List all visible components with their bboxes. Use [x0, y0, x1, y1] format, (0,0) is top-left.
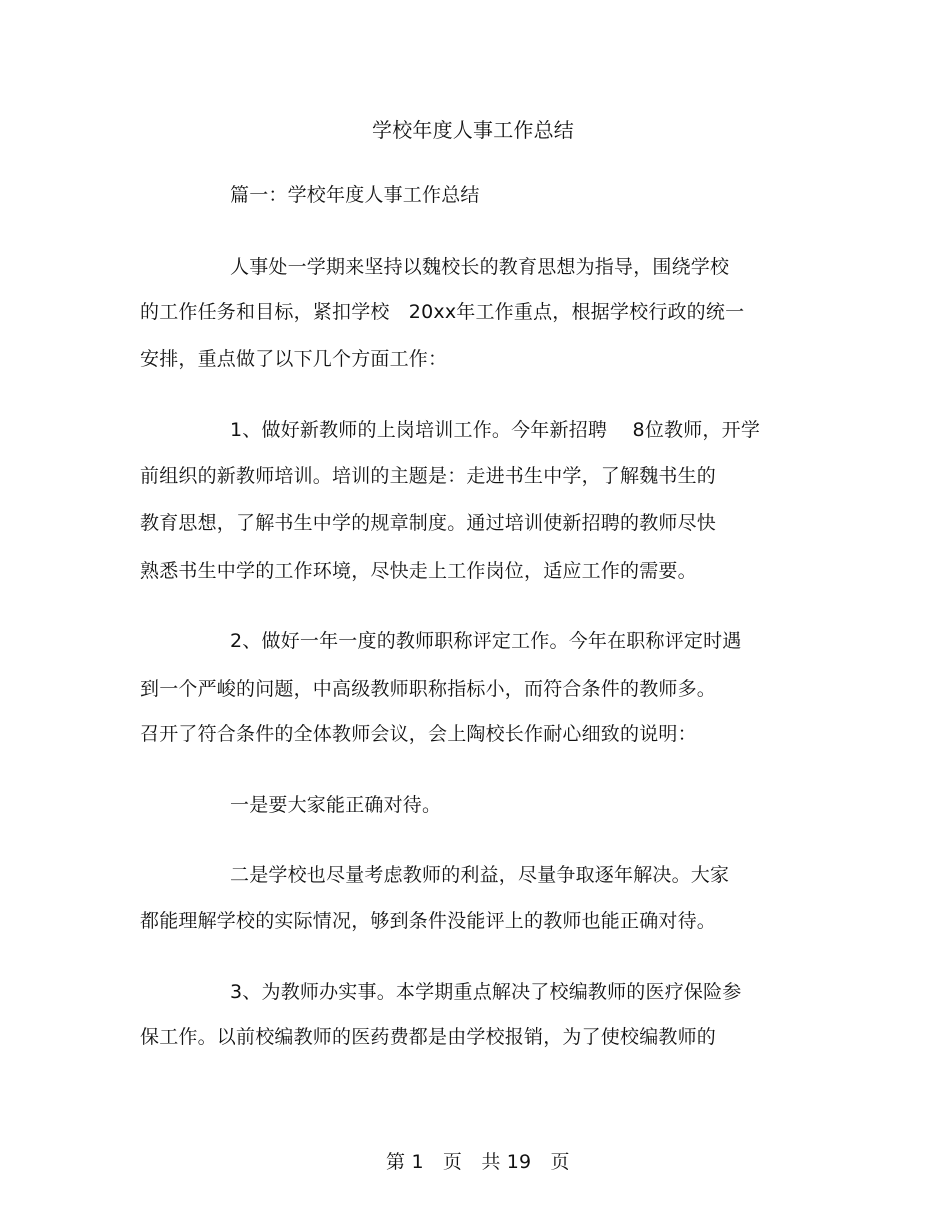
paragraph-line: 二是学校也尽量考虑教师的利益，尽量争取逐年解决。大家	[230, 864, 730, 886]
paragraph-line: 到一个严峻的问题，中高级教师职称指标小，而符合条件的教师多。	[140, 678, 717, 700]
paragraph-line: 保工作。以前校编教师的医药费都是由学校报销，为了使校编教师的	[140, 1026, 717, 1048]
paragraph-line: 安排，重点做了以下几个方面工作：	[140, 348, 448, 370]
paragraph-line: 的工作任务和目标，紧扣学校 20xx年工作重点，根据学校行政的统一	[140, 301, 745, 323]
paragraph-line: 熟悉书生中学的工作环境，尽快走上工作岗位，适应工作的需要。	[140, 560, 697, 582]
section-heading: 篇一：学校年度人事工作总结	[230, 184, 480, 206]
paragraph-line: 一是要大家能正确对待。	[230, 794, 442, 816]
paragraph-line: 教育思想，了解书生中学的规章制度。通过培训使新招聘的教师尽快	[140, 512, 717, 534]
page-footer: 第 1 页 共 19 页	[386, 1151, 570, 1173]
paragraph-line: 都能理解学校的实际情况，够到条件没能评上的教师也能正确对待。	[140, 910, 717, 932]
paragraph-line: 3、为教师办实事。本学期重点解决了校编教师的医疗保险参	[230, 981, 742, 1003]
paragraph-line: 2、做好一年一度的教师职称评定工作。今年在职称评定时遇	[230, 630, 742, 652]
paragraph-line: 人事处一学期来坚持以魏校长的教育思想为指导，围绕学校	[230, 256, 730, 278]
paragraph-line: 前组织的新教师培训。培训的主题是：走进书生中学，了解魏书生的	[140, 465, 717, 487]
paragraph-line: 召开了符合条件的全体教师会议，会上陶校长作耐心细致的说明：	[140, 723, 697, 745]
document-title: 学校年度人事工作总结	[372, 118, 574, 142]
paragraph-line: 1、做好新教师的上岗培训工作。今年新招聘 8位教师，开学	[230, 419, 761, 441]
